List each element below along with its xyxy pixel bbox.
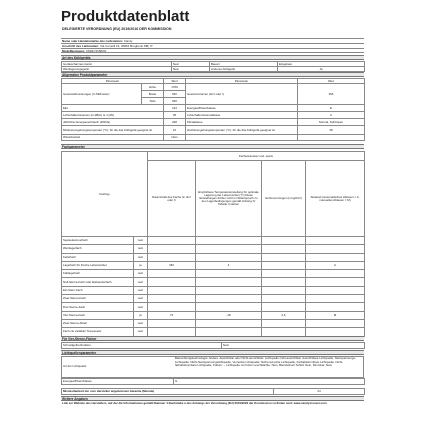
table-row: Mindestlaufzeit der vom Hersteller angebotenen Garantie (Monate) 24 [62, 389, 365, 395]
table-row: Geräuscharmes Gerät Nein Bauart Eingebaut [62, 62, 365, 67]
table-row: Zwei-Sterne-Fach nein [62, 295, 365, 303]
table-row: Weinlagerfach nein [62, 245, 365, 253]
regulation-subtitle: DELEGIERTE VERORDNUNG (EU) 2019/2016 DER KOMMISSION [62, 27, 172, 31]
table-row: Winterbetrieb Nein [62, 135, 365, 141]
supplier-address-label: Anschrift des Lieferanten: [62, 44, 100, 48]
light-type-label: Art der Lichtquelle [63, 364, 87, 368]
light-type-value: Beleuchtungstechnologie: Andere. Ausrichtbar oder Nicht-ausrichtbar: Lichtquelle nicht-ausrichtbar. Ausrichtbare Lichtquelle, Netzspannungs-Lichtquelle: Nicht-Netzspannungslichtquelle, Vernetzte Lichtquelle: Nicht-vernetzte Lichtquelle, Farbabstimmbare Lichtquelle: Nicht-farbabstimmbare Lichtquelle, Kolben: -, Lichtquelle mit hoher Leuchtdichte: Nein, Blendschutz Schild: Nein, Dimmbar: Nein [175, 356, 356, 368]
warranty-table [61, 388, 365, 395]
compartment-rows [61, 236, 365, 337]
table-row: Tiefe 540 [62, 98, 365, 105]
table-row: Kellerfach nein [62, 253, 365, 261]
table-row: Parameter Wert Parameter Wert [62, 79, 365, 84]
table-row: Energieeffizienzklasse G [62, 379, 365, 385]
table-row: EEI 124 Energieeffizienzklasse E [62, 105, 365, 112]
table-row: Speisekammerfach nein [62, 237, 365, 245]
table-row: Breite 540 [62, 91, 365, 98]
table-row: Gesamtabmessungen (in Millimeter) Höhe 1769 Gesamtvolumen (dm³ oder l) 256 [62, 84, 365, 91]
compartment-table [61, 151, 365, 237]
supplier-name-label: Name oder Handelsmarke des Lieferanten: [62, 39, 123, 43]
supplier-address-value: Via Comolli 16, 20861 Brugherio MB, IT [100, 44, 153, 48]
table-row: Weinlagerungsgerät Nein Anderes Kühlgerät Ja [62, 67, 365, 72]
more-info-text: Link zur Website des Herstellers, auf der die Informationen gemäß Nummer 4 Buchstabe a des Anhangs der Verordnung (EU) 2019/2020 der Kommission zu finden sind: www.candy-hoover.com [62, 401, 327, 405]
table-row: Rauminhalt des Fachs (in dm³ oder l) Empfohlene Temperatureinstellung für optimale Lagerung der Lebensmittel (°C) Diese Einstellungen dürfen nicht im Widerspruch zu den Lagerbedingungen gemäß Anhang IV Tabelle 3 stehen Gefriervermögen (in kg/24 h) Abtauart (Automatisches Abtauen = A, manuelles Abtauen = M) [62, 161, 365, 237]
general-params-section: Allgemeine Produktparameter [61, 72, 364, 77]
table-row: Jährlicher Energieverbrauch (kWh/a) 228 Klimaklasse Normal, Subtropen [62, 119, 365, 126]
table-row: Null-Sterne-Fach oder Eisbereiterfach nein [62, 278, 365, 286]
appliance-type-section: Art des Kühlgeräts [61, 55, 364, 60]
table-row: Fachtyp Fachparameter und -werte [62, 152, 365, 161]
appliance-type-table [61, 61, 365, 72]
compartment-section: Fachparameter [61, 144, 364, 149]
supplier-name-value: Candy [123, 39, 133, 43]
model-row [61, 48, 364, 53]
table-row: Ein-Stern-Fach nein [62, 286, 365, 294]
table-row: Drei-Sterne-Fach nein [62, 303, 365, 311]
more-info-section: Weitere Angaben [61, 396, 364, 401]
four-star-section: Für Vier-Sterne-Fächer [61, 336, 364, 341]
table-row: Zwei-Sterne-Abteil nein [62, 319, 365, 327]
four-star-table [61, 342, 365, 349]
table-row: Vier-Sterne-Fach ja 73 -18 2,6 M [62, 311, 365, 319]
model-label: Modellkennung: [62, 49, 85, 53]
table-row: Fach mit variabler Temperatur nein [62, 328, 365, 336]
table-row: Luftschallemissionen (in dB(A) re 1 pW) 35 Luftschallemissionsklasse C [62, 112, 365, 119]
model-value: CMSN 5156XN [85, 49, 107, 53]
table-row: Lagerfach für frische Lebensmittel ja 183 4 A [62, 261, 365, 269]
table-row: Mindestumgebungstemperatur (°C), für die das Kühlgerät geeignet ist 10 Höchstumgebungstemperatur (°C), für die das Kühlgerät geeignet ist 38 [62, 126, 365, 135]
table-row: Schnellgefrierfunktion Nein [62, 343, 365, 349]
table-row: Kaltlagerfach nein [62, 270, 365, 278]
light-class-table [61, 378, 365, 385]
product-data-sheet [61, 5, 364, 419]
general-params-table [61, 78, 365, 141]
page-title: Produktdatenblatt [61, 8, 190, 25]
light-source-section: Lichtquellenparameter [61, 350, 364, 355]
